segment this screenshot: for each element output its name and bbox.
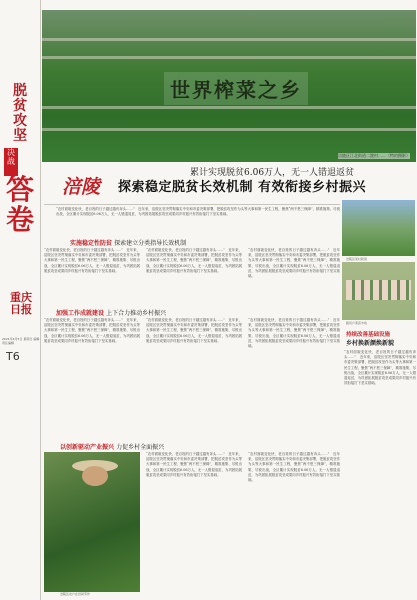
headline-block: [42, 163, 416, 203]
issue-date: 2021年4月5日 星期日 编辑 责任编辑: [2, 337, 40, 345]
hero-caption: 涪陵区江北街道二渡村……（特约摄影）: [338, 153, 410, 158]
kicker: 累计实现脱贫6.06万人，无一人错退返贫: [190, 168, 355, 178]
main-headline: 探索稳定脱贫长效机制 有效衔接乡村振兴: [118, 180, 367, 195]
village-photo: [342, 200, 415, 256]
intro-paragraph: “农村面貌变化快，老百姓的日子越过越有奔头……” 近年来，涪陵区坚决贯彻落实中央和市委决策部署，把脱贫攻坚作为头等大事和第一民生工程，聚焦“两不愁三保障”，精准施策、尽锐出战，全区累计实现脱贫6.06万人，无一人错退返贫，为巩固拓展脱贫攻坚成果同乡村振兴有效衔接打下坚实基础。: [56, 207, 340, 217]
photo-caption: 涪陵区农户在田间劳作: [60, 592, 91, 596]
article-column: “农村面貌变化快，老百姓的日子越过越有奔头……” 近年来，涪陵区坚决贯彻落实中央和市委决策部署，把脱贫攻坚作为头等大事和第一民生工程，聚焦“两不愁三保障”，精准施策、尽锐出战，全区累计实现脱贫6.06万人，无一人错退返贫，为巩固拓展脱贫攻坚成果同乡村振兴有效衔接打下坚实基础。: [248, 452, 340, 483]
sidebar: [0, 0, 41, 600]
page-number: T6: [6, 350, 20, 363]
newspaper-name: 重庆日报: [10, 291, 32, 316]
section-heading-1: 实施稳定性防贫 探索建立分类指导长效机制: [70, 240, 187, 247]
article-column: “农村面貌变化快，老百姓的日子越过越有奔头……” 近年来，涪陵区坚决贯彻落实中央和市委决策部署，把脱贫攻坚作为头等大事和第一民生工程，聚焦“两不愁三保障”，精准施策、尽锐出战，全区累计实现脱贫6.06万人，无一人错退返贫，为巩固拓展脱贫攻坚成果同乡村振兴有效衔接打下坚实基础。: [44, 248, 140, 273]
farmer-photo: [44, 452, 140, 592]
photo-caption: 脱贫户喜获丰收: [346, 321, 368, 325]
hero-title: 世界榨菜之乡: [164, 72, 308, 105]
article-column: “农村面貌变化快，老百姓的日子越过越有奔头……” 近年来，涪陵区坚决贯彻落实中央和市委决策部署，把脱贫攻坚作为头等大事和第一民生工程，聚焦“两不愁三保障”，精准施策、尽锐出战，全区累计实现脱贫6.06万人，无一人错退返贫，为巩固拓展脱贫攻坚成果同乡村振兴有效衔接打下坚实基础。: [44, 318, 140, 343]
article-column: “农村面貌变化快，老百姓的日子越过越有奔头……” 近年来，涪陵区坚决贯彻落实中央和市委决策部署，把脱贫攻坚作为头等大事和第一民生工程，聚焦“两不愁三保障”，精准施策、尽锐出战，全区累计实现脱贫6.06万人，无一人错退返贫，为巩固拓展脱贫攻坚成果同乡村振兴有效衔接打下坚实基础。: [146, 318, 242, 343]
section-tag: 决战: [4, 148, 18, 176]
section-title: 脱贫攻坚: [13, 83, 27, 144]
article-column: “农村面貌变化快，老百姓的日子越过越有奔头……” 近年来，涪陵区坚决贯彻落实中央和市委决策部署，把脱贫攻坚作为头等大事和第一民生工程，聚焦“两不愁三保障”，精准施策、尽锐出战，全区累计实现脱贫6.06万人，无一人错退返贫，为巩固拓展脱贫攻坚成果同乡村振兴有效衔接打下坚实基础。: [344, 350, 416, 386]
section-heading-2: 加强工作成就建设 上下合力推动乡村振兴: [56, 310, 167, 317]
article-column: “农村面貌变化快，老百姓的日子越过越有奔头……” 近年来，涪陵区坚决贯彻落实中央和市委决策部署，把脱贫攻坚作为头等大事和第一民生工程，聚焦“两不愁三保障”，精准施策、尽锐出战，全区累计实现脱贫6.06万人，无一人错退返贫，为巩固拓展脱贫攻坚成果同乡村振兴有效衔接打下坚实基础。: [248, 318, 340, 349]
section-heading-3: 以创新驱动产业振兴 力促乡村全面振兴: [60, 444, 165, 451]
harvest-photo: [342, 262, 415, 320]
article-column: “农村面貌变化快，老百姓的日子越过越有奔头……” 近年来，涪陵区坚决贯彻落实中央和市委决策部署，把脱贫攻坚作为头等大事和第一民生工程，聚焦“两不愁三保障”，精准施策、尽锐出战，全区累计实现脱贫6.06万人，无一人错退返贫，为巩固拓展脱贫攻坚成果同乡村振兴有效衔接打下坚实基础。: [248, 248, 340, 279]
side-headline: 持续改善基础设施 乡村换新颜焕新貌: [346, 332, 395, 347]
city-name: 涪陵: [62, 176, 101, 198]
section-big-title: 答卷: [6, 173, 35, 236]
photo-caption: 涪陵区某村新貌: [346, 257, 368, 261]
hero-photo: [42, 10, 416, 162]
article-column: “农村面貌变化快，老百姓的日子越过越有奔头……” 近年来，涪陵区坚决贯彻落实中央和市委决策部署，把脱贫攻坚作为头等大事和第一民生工程，聚焦“两不愁三保障”，精准施策、尽锐出战，全区累计实现脱贫6.06万人，无一人错退返贫，为巩固拓展脱贫攻坚成果同乡村振兴有效衔接打下坚实基础。: [146, 248, 242, 273]
article-column: “农村面貌变化快，老百姓的日子越过越有奔头……” 近年来，涪陵区坚决贯彻落实中央和市委决策部署，把脱贫攻坚作为头等大事和第一民生工程，聚焦“两不愁三保障”，精准施策、尽锐出战，全区累计实现脱贫6.06万人，无一人错退返贫，为巩固拓展脱贫攻坚成果同乡村振兴有效衔接打下坚实基础。: [146, 452, 242, 477]
